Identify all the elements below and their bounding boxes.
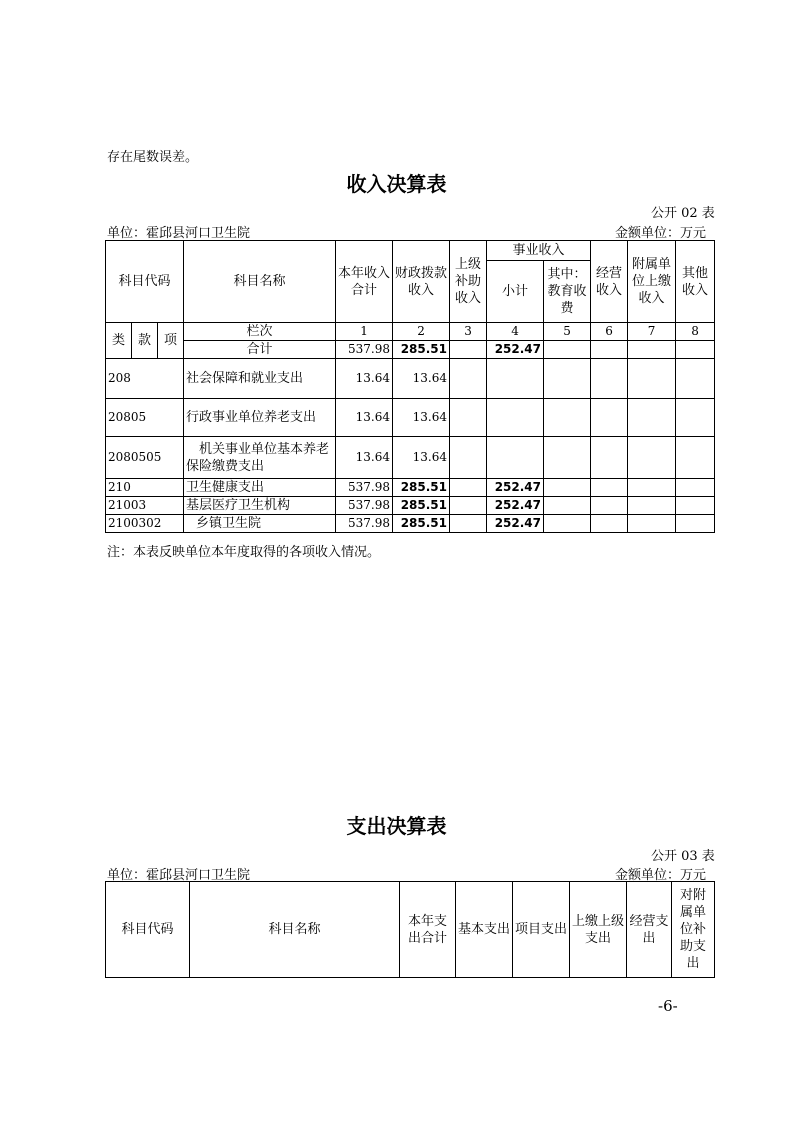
exp-header-superior: 上缴上级支出 xyxy=(570,882,627,978)
header-xiang: 项 xyxy=(158,323,184,359)
expense-table xyxy=(105,881,715,978)
row-name: 社会保障和就业支出 xyxy=(184,359,336,399)
col-2: 2 xyxy=(393,323,450,341)
exp-header-project: 项目支出 xyxy=(513,882,570,978)
row-code: 208 xyxy=(106,359,184,399)
header-name: 科目名称 xyxy=(184,241,336,323)
sum-total: 537.98 xyxy=(336,341,393,359)
row-code: 20805 xyxy=(106,399,184,437)
table-row xyxy=(106,497,715,515)
income-unit: 单位：霍邱县河口卫生院 xyxy=(107,226,251,241)
page-number: -6- xyxy=(658,997,678,1015)
table-row xyxy=(106,399,715,437)
row-total: 13.64 xyxy=(336,437,393,479)
table-row xyxy=(106,515,715,533)
row-subtotal xyxy=(487,399,544,437)
header-affiliated: 附属单位上缴收入 xyxy=(628,241,676,323)
header-code: 科目代码 xyxy=(106,241,184,323)
col-4: 4 xyxy=(487,323,544,341)
header-superior: 上级补助收入 xyxy=(450,241,487,323)
income-note: 注：本表反映单位本年度取得的各项收入情况。 xyxy=(107,545,381,560)
col-3: 3 xyxy=(450,323,487,341)
income-table xyxy=(105,240,715,533)
income-table-code: 公开 02 表 xyxy=(651,206,715,221)
row-total: 537.98 xyxy=(336,515,393,533)
sum-label: 合计 xyxy=(184,341,336,359)
row-subtotal xyxy=(487,359,544,399)
col-1: 1 xyxy=(336,323,393,341)
exp-header-total: 本年支出合计 xyxy=(400,882,456,978)
row-fiscal: 285.51 xyxy=(393,515,450,533)
row-total: 537.98 xyxy=(336,497,393,515)
expense-title: 支出决算表 xyxy=(346,814,447,838)
header-fiscal: 财政拨款收入 xyxy=(393,241,450,323)
header-edu: 其中：教育收费 xyxy=(544,261,591,323)
row-fiscal: 285.51 xyxy=(393,479,450,497)
sum-row xyxy=(106,341,715,359)
header-total: 本年收入合计 xyxy=(336,241,393,323)
row-code: 2100302 xyxy=(106,515,184,533)
row-code: 2080505 xyxy=(106,437,184,479)
exp-header-operating: 经营支出 xyxy=(627,882,672,978)
header-other: 其他收入 xyxy=(676,241,715,323)
col-6: 6 xyxy=(591,323,628,341)
header-operating: 经营收入 xyxy=(591,241,628,323)
row-subtotal: 252.47 xyxy=(487,515,544,533)
table-row xyxy=(106,359,715,399)
row-name: 基层医疗卫生机构 xyxy=(184,497,336,515)
row-name: 乡镇卫生院 xyxy=(184,515,336,533)
exp-header-code: 科目代码 xyxy=(106,882,190,978)
income-title: 收入决算表 xyxy=(346,172,447,196)
row-fiscal: 13.64 xyxy=(393,359,450,399)
expense-unit: 单位：霍邱县河口卫生院 xyxy=(107,868,251,883)
row-fiscal: 285.51 xyxy=(393,497,450,515)
header-business: 事业收入 xyxy=(487,241,591,261)
col-8: 8 xyxy=(676,323,715,341)
income-amount-unit: 金额单位：万元 xyxy=(615,226,707,241)
header-subtotal: 小计 xyxy=(487,261,544,323)
expense-amount-unit: 金额单位：万元 xyxy=(615,868,707,883)
row-code: 210 xyxy=(106,479,184,497)
table-row xyxy=(106,479,715,497)
exp-header-affiliated: 对附属单位补助支出 xyxy=(672,882,715,978)
exp-header-name: 科目名称 xyxy=(190,882,400,978)
row-total: 13.64 xyxy=(336,399,393,437)
header-kuan: 款 xyxy=(132,323,158,359)
top-note: 存在尾数误差。 xyxy=(107,150,199,165)
row-name: 卫生健康支出 xyxy=(184,479,336,497)
col-5: 5 xyxy=(544,323,591,341)
row-code: 21003 xyxy=(106,497,184,515)
sum-fiscal: 285.51 xyxy=(393,341,450,359)
expense-table-code: 公开 03 表 xyxy=(651,849,715,864)
col-7: 7 xyxy=(628,323,676,341)
row-fiscal: 13.64 xyxy=(393,399,450,437)
row-total: 13.64 xyxy=(336,359,393,399)
row-total: 537.98 xyxy=(336,479,393,497)
table-row xyxy=(106,437,715,479)
row-name: 行政事业单位养老支出 xyxy=(184,399,336,437)
row-name: 机关事业单位基本养老保险缴费支出 xyxy=(184,437,336,479)
exp-header-basic: 基本支出 xyxy=(456,882,513,978)
sum-subtotal: 252.47 xyxy=(487,341,544,359)
row-subtotal: 252.47 xyxy=(487,479,544,497)
row-subtotal xyxy=(487,437,544,479)
row-fiscal: 13.64 xyxy=(393,437,450,479)
row-subtotal: 252.47 xyxy=(487,497,544,515)
header-lei: 类 xyxy=(106,323,132,359)
header-lanci: 栏次 xyxy=(184,323,336,341)
